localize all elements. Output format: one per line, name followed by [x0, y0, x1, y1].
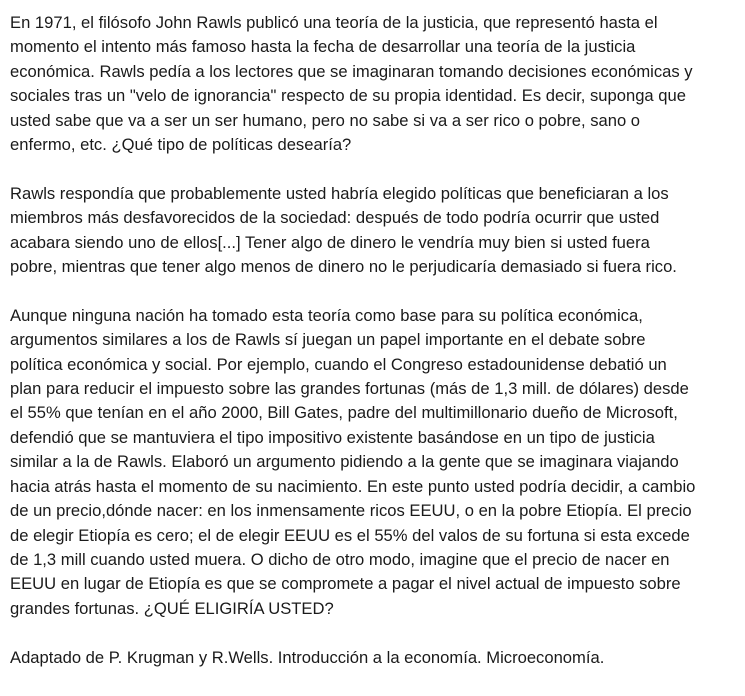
paragraph-rawls-intro	[10, 11, 740, 157]
text-line: similar a la de Rawls. Elaboró un argumento pidiendo a la gente que se imaginara viajando	[10, 452, 679, 472]
text-line: económica. Rawls pedía a los lectores que se imaginaran tomando decisiones económicas y	[10, 61, 693, 81]
text-line: de 1,3 mill cuando usted muera. O dicho de otro modo, imagine que el precio de nacer en	[10, 549, 670, 569]
text-line: grandes fortunas. ¿QUÉ ELIGIRÍA USTED?	[10, 598, 334, 618]
text-line: EEUU en lugar de Etiopía es que se compromete a pagar el nivel actual de impuesto sobre	[10, 574, 681, 594]
text-line: sociales tras un "velo de ignorancia" respecto de su propia identidad. Es decir, suponga que	[10, 86, 686, 106]
text-line: defendió que se mantuviera el tipo impositivo existente basándose en un tipo de justicia	[10, 427, 655, 447]
text-line: miembros más desfavorecidos de la sociedad: después de todo podría ocurrir que usted	[10, 208, 660, 228]
text-line: Adaptado de P. Krugman y R.Wells. Introducción a la economía. Microeconomía.	[10, 647, 605, 667]
text-line: argumentos similares a los de Rawls sí juegan un papel importante en el debate sobre	[10, 330, 646, 350]
text-line: de un precio,dónde nacer: en los inmensamente ricos EEUU, o en la pobre Etiopía. El precio	[10, 501, 692, 521]
text-line: el 55% que tenían en el año 2000, Bill Gates, padre del multimillonario dueño de Microsoft,	[10, 403, 678, 423]
text-line: Aunque ninguna nación ha tomado esta teoría como base para su política económica,	[10, 305, 643, 325]
paragraph-source-citation	[10, 646, 740, 670]
text-line: acabara siendo uno de ellos[...] Tener algo de dinero le vendría muy bien si usted fuera	[10, 232, 650, 252]
text-line: de elegir Etiopía es cero; el de elegir EEUU es el 55% del valos de su fortuna si esta excede	[10, 525, 690, 545]
document-body	[10, 11, 740, 694]
text-line: usted sabe que va a ser un ser humano, pero no sabe si va a ser rico o pobre, sano o	[10, 110, 641, 130]
text-line: enfermo, etc. ¿Qué tipo de políticas desearía?	[10, 135, 352, 155]
paragraph-bill-gates-example	[10, 304, 740, 621]
paragraph-rawls-answer	[10, 182, 740, 280]
text-line: momento el intento más famoso hasta la fecha de desarrollar una teoría de la justicia	[10, 37, 636, 57]
text-line: hacia atrás hasta el momento de su nacimiento. En este punto usted podría decidir, a cambio	[10, 476, 696, 496]
text-line: En 1971, el filósofo John Rawls publicó una teoría de la justicia, que representó hasta el	[10, 13, 658, 32]
text-line: plan para reducir el impuesto sobre las grandes fortunas (más de 1,3 mill. de dólares) desde	[10, 379, 689, 399]
text-line: política económica y social. Por ejemplo, cuando el Congreso estadounidense debatió un	[10, 354, 667, 374]
text-line: Rawls respondía que probablemente usted habría elegido políticas que beneficiaran a los	[10, 183, 669, 203]
text-line: pobre, mientras que tener algo menos de dinero no le perjudicaría demasiado si fuera rico.	[10, 257, 677, 277]
